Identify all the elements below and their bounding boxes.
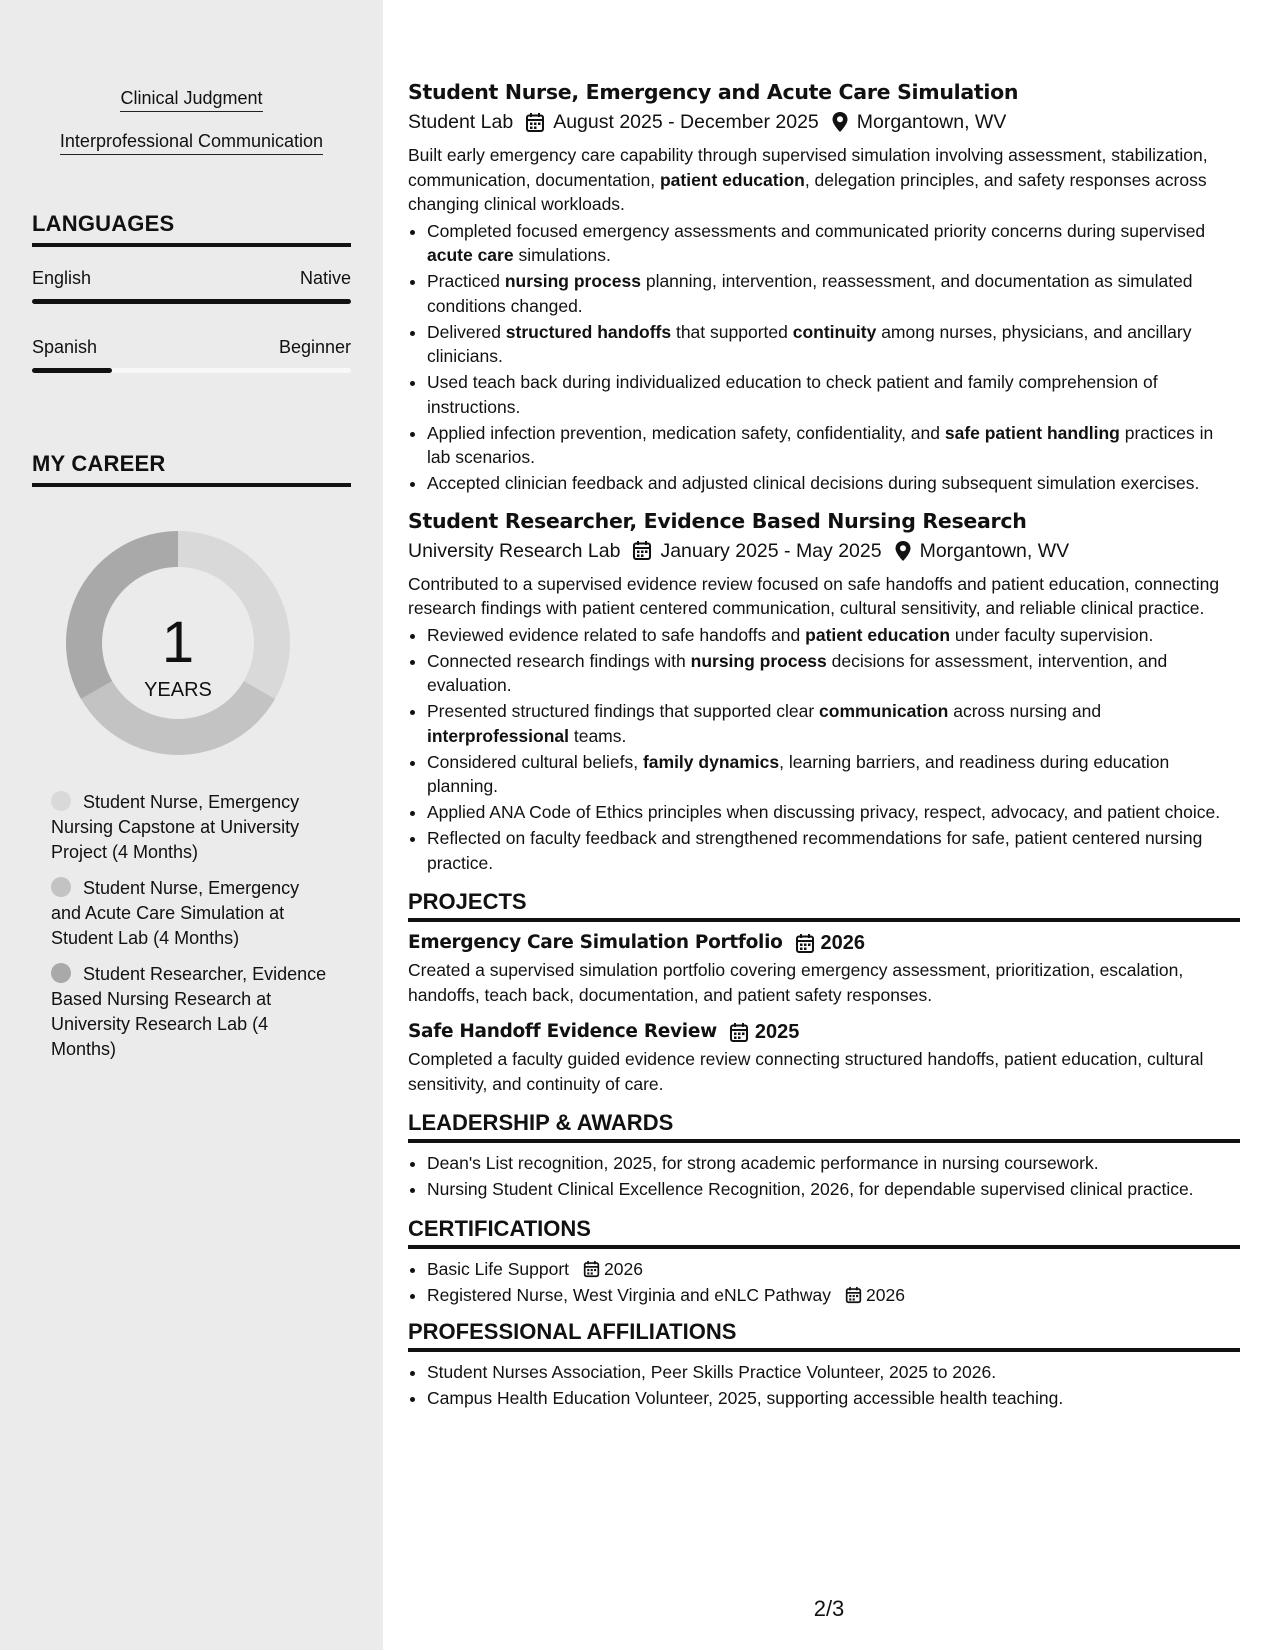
job-dates: January 2025 - May 2025 — [660, 539, 882, 562]
text-run: Reviewed evidence related to safe handoffs and — [427, 624, 806, 645]
certification-item — [427, 1283, 1240, 1308]
job-location: Morgantown, WV — [856, 111, 1007, 133]
affiliation-item: • Student Nurses Association, Peer Skills Practice Volunteer, 2025 to 2026. — [427, 1360, 1240, 1385]
legend-swatch — [51, 791, 71, 811]
bold-keyword: safe patient handling — [944, 422, 1120, 443]
text-run: Accepted clinician feedback and adjusted clinical decisions during subsequent simulation exercises. — [427, 473, 1200, 493]
job-summary — [408, 143, 1240, 217]
text-run: among nurses, physicians, and ancillary clinicians. — [427, 321, 1192, 366]
legend-label: Student Researcher, Evidence Based Nursing Research at University Research Lab (4 Months) — [51, 964, 327, 1059]
language-proficiency-bar — [32, 299, 351, 304]
job-bullet — [427, 320, 1240, 369]
calendar-icon — [845, 1286, 862, 1304]
projects-section — [408, 889, 1240, 1096]
project-year: 2025 — [754, 1021, 800, 1043]
calendar-icon — [632, 540, 652, 561]
bold-keyword: communication — [819, 701, 949, 721]
map-pin-icon — [831, 111, 849, 133]
language-level: Native — [299, 268, 351, 288]
leadership-item: • Nursing Student Clinical Excellence Recognition, 2026, for dependable supervised clinical practice. — [427, 1177, 1240, 1202]
calendar-icon — [583, 1260, 600, 1278]
job-bullet — [427, 623, 1240, 648]
project-title-row — [408, 929, 1240, 957]
text-run: Completed focused emergency assessments and communicated priority concerns during supervised — [427, 220, 1206, 241]
language-proficiency-fill — [32, 299, 351, 304]
text-run: , delegation principles, and safety responses across changing clinical workloads. — [408, 169, 1207, 214]
language-proficiency-bar — [32, 368, 351, 373]
bold-keyword: nursing process — [690, 650, 827, 671]
calendar-icon — [795, 933, 815, 954]
job-meta — [408, 107, 1240, 137]
job-bullet — [427, 649, 1240, 698]
legend-label: Student Nurse, Emergency Nursing Capstone at University Project (4 Months) — [51, 792, 300, 862]
bold-keyword: interprofessional — [427, 725, 569, 746]
page-number: 2/3 — [813, 1596, 845, 1621]
certification-item — [427, 1257, 1240, 1282]
certification-name: • Basic Life Support — [427, 1258, 570, 1279]
job-dates: August 2025 - December 2025 — [553, 111, 819, 133]
skill-tag: Clinical Judgment — [0, 88, 383, 109]
text-run: Built early emergency care capability through supervised simulation involving assessment, stabilization, communication, documentation, — [408, 145, 1208, 190]
project-title: Emergency Care Simulation Portfolio — [408, 932, 783, 953]
job-bullet — [427, 370, 1240, 419]
affiliation-item: • Campus Health Education Volunteer, 2025, supporting accessible health teaching. — [427, 1386, 1240, 1411]
legend-swatch — [51, 963, 71, 983]
job-bullet — [427, 421, 1240, 470]
language-level: Beginner — [278, 337, 351, 357]
text-run: Used teach back during individualized education to check patient and family comprehension of instructions. — [427, 372, 1158, 417]
text-run: Applied ANA Code of Ethics principles when discussing privacy, respect, advocacy, and patient choice. — [427, 802, 1221, 822]
bold-keyword: continuity — [792, 321, 877, 342]
career-donut-segment — [178, 531, 290, 699]
job-bullet — [427, 750, 1240, 799]
text-run: Considered cultural beliefs, — [427, 751, 643, 772]
career-years-value: 1 — [161, 610, 195, 675]
job-meta — [408, 536, 1240, 566]
project-entry — [408, 1018, 1240, 1096]
project-year: 2026 — [820, 932, 866, 954]
language-row — [32, 268, 351, 289]
project-description: Completed a faculty guided evidence review connecting structured handoffs, patient education, cultural sensitivity, and continuity of care. — [408, 1049, 1204, 1094]
job-bullet — [427, 699, 1240, 748]
career-legend-item — [51, 962, 331, 1062]
job-summary — [408, 572, 1240, 621]
main-content — [408, 78, 1240, 1412]
bold-keyword: structured handoffs — [505, 321, 672, 342]
text-run: under faculty supervision. — [950, 624, 1154, 645]
language-name: English — [32, 268, 92, 288]
certifications-heading: CERTIFICATIONS — [408, 1216, 1240, 1249]
calendar-icon — [729, 1022, 749, 1043]
text-run: Connected research findings with — [427, 650, 691, 671]
bold-keyword: patient education — [805, 624, 951, 645]
text-run: Contributed to a supervised evidence review focused on safe handoffs and patient education, connecting research findings with patient centered communication, cultural sensitivity, and reliable clinical practice. — [408, 573, 1220, 618]
career-donut-chart — [64, 529, 292, 757]
text-run: Presented structured findings that supported clear — [427, 701, 820, 721]
text-run: teams. — [568, 725, 627, 746]
skill-tag: Interprofessional Communication — [0, 131, 383, 152]
text-run: Applied infection prevention, medication safety, confidentiality, and — [427, 422, 945, 443]
legend-swatch — [51, 877, 71, 897]
job-title: Student Nurse, Emergency and Acute Care Simulation — [408, 80, 1019, 104]
sidebar — [0, 0, 383, 1650]
bold-keyword: nursing process — [504, 271, 641, 291]
text-run: , learning barriers, and readiness during education planning. — [427, 751, 1170, 796]
language-row — [32, 337, 351, 358]
job-bullet — [427, 800, 1240, 825]
language-proficiency-fill — [32, 368, 112, 373]
legend-label: Student Nurse, Emergency and Acute Care Simulation at Student Lab (4 Months) — [51, 878, 300, 948]
map-pin-icon — [894, 540, 912, 562]
leadership-heading: LEADERSHIP & AWARDS — [408, 1110, 1240, 1143]
certifications-section — [408, 1216, 1240, 1308]
text-run: that supported — [671, 321, 793, 342]
language-name: Spanish — [32, 337, 98, 357]
career-legend-item — [51, 790, 331, 865]
career-legend-item — [51, 876, 331, 951]
bold-keyword: acute care — [427, 245, 514, 265]
text-run: Delivered — [427, 321, 506, 342]
certification-year: 2026 — [604, 1258, 643, 1279]
job-bullet — [427, 471, 1240, 496]
project-title-row — [408, 1018, 1240, 1046]
certification-name: • Registered Nurse, West Virginia and eNLC Pathway — [427, 1284, 831, 1305]
languages-heading: LANGUAGES — [32, 211, 351, 247]
affiliations-section — [408, 1319, 1240, 1411]
job-organization: Student Lab — [408, 111, 514, 133]
experience-entry — [408, 507, 1240, 876]
project-description: Created a supervised simulation portfolio covering emergency assessment, prioritization, escalation, handoffs, teach back, documentation, and patient safety responses. — [408, 960, 1184, 1005]
job-organization: University Research Lab — [408, 539, 621, 562]
certification-year: 2026 — [866, 1284, 905, 1305]
career-years-label: YEARS — [144, 679, 212, 701]
leadership-section — [408, 1110, 1240, 1202]
job-location: Morgantown, WV — [919, 539, 1070, 562]
project-title: Safe Handoff Evidence Review — [408, 1021, 717, 1042]
job-title: Student Researcher, Evidence Based Nursing Research — [408, 508, 1027, 533]
leadership-item: • Dean's List recognition, 2025, for strong academic performance in nursing coursework. — [427, 1151, 1240, 1176]
job-bullet — [427, 269, 1240, 318]
bold-keyword: family dynamics — [642, 751, 780, 772]
text-run: decisions for assessment, intervention, and evaluation. — [427, 650, 1168, 695]
projects-heading: PROJECTS — [408, 889, 1240, 922]
job-bullet — [427, 826, 1240, 875]
text-run: simulations. — [513, 245, 611, 265]
text-run: across nursing and — [948, 701, 1102, 721]
text-run: practices in lab scenarios. — [427, 422, 1214, 467]
experience-entry — [408, 78, 1240, 496]
project-entry — [408, 929, 1240, 1007]
job-bullet — [427, 219, 1240, 268]
calendar-icon — [525, 112, 545, 133]
career-heading: MY CAREER — [32, 451, 351, 487]
text-run: Practiced — [427, 271, 505, 291]
bold-keyword: patient education — [659, 169, 805, 190]
text-run: Reflected on faculty feedback and strengthened recommendations for safe, patient centered nursing practice. — [427, 828, 1203, 873]
text-run: planning, intervention, reassessment, and documentation as simulated conditions changed. — [427, 271, 1193, 316]
affiliations-heading: PROFESSIONAL AFFILIATIONS — [408, 1319, 1240, 1352]
